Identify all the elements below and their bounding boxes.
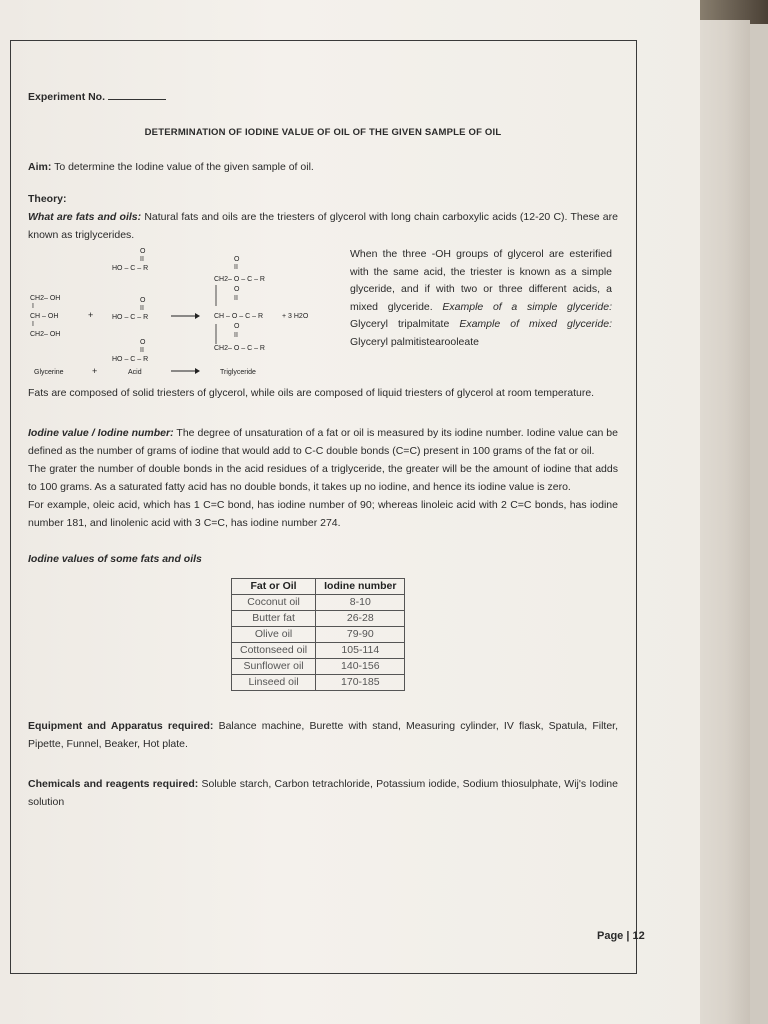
aim-section xyxy=(28,158,618,176)
mixed-glyceride-label: Example of mixed glyceride: xyxy=(459,318,612,330)
acid-label: Acid xyxy=(128,369,142,376)
svg-text:O: O xyxy=(140,339,146,346)
svg-text:O: O xyxy=(234,323,240,330)
svg-text:+: + xyxy=(92,366,98,376)
svg-text:O: O xyxy=(234,286,240,293)
table-row: Cottonseed oil 105-114 xyxy=(232,643,405,659)
triglyceride-reaction-diagram xyxy=(28,244,348,384)
column-header-iodine-number: Iodine number xyxy=(316,579,405,595)
fats-oils-state-paragraph: Fats are composed of solid triesters of glycerol, while oils are composed of liquid triesters of glycerol at room temperature. xyxy=(28,387,595,399)
water-byproduct: + 3 H2O xyxy=(282,313,309,320)
experiment-number: Experiment No. xyxy=(28,88,618,106)
column-header-fat-or-oil: Fat or Oil xyxy=(232,579,316,595)
glyceride-explanation: When the three -OH groups of glycerol are esterified with the same acid, the triester is known as a simple glyceride, and if with two or three different acids, a mixed glyceride. Example of a simple glyceride: Glyceryl tripalmitate Example of mixed glyceride: Glyceryl palmitistearooleate xyxy=(350,248,612,348)
table-row: Butter fat 26-28 xyxy=(232,611,405,627)
svg-text:HO – C – R: HO – C – R xyxy=(112,356,149,363)
chemicals-text: Soluble starch, Carbon tetrachloride, Potassium iodide, Sodium thiosulphate, Wij's Iodine solution xyxy=(28,778,618,808)
svg-text:CH2– OH: CH2– OH xyxy=(30,295,61,302)
aim-label: Aim: xyxy=(28,161,52,173)
svg-text:O: O xyxy=(140,297,146,304)
table-row: Linseed oil 170-185 xyxy=(232,675,405,691)
equipment-text: Balance machine, Burette with stand, Measuring cylinder, IV flask, Spatula, Filter, Pipette, Funnel, Beaker, Hot plate. xyxy=(28,720,618,750)
fats-label: What are fats and oils: xyxy=(28,211,142,223)
fats-paragraph xyxy=(28,208,618,244)
reaction-block xyxy=(28,244,618,384)
svg-text:HO – C – R: HO – C – R xyxy=(112,265,149,272)
iodine-value-paragraph: Iodine value / Iodine number: The degree of unsaturation of a fat or oil is measured by its iodine number. Iodine value can be defined as the number of grams of iodine that would add to C-C double bonds (C=C) present in 100 grams of the fat or oil. xyxy=(28,427,618,457)
equipment-section xyxy=(28,717,618,753)
table-row: Sunflower oil 140-156 xyxy=(232,659,405,675)
svg-text:CH – OH: CH – OH xyxy=(30,313,59,320)
aim-text: To determine the Iodine value of the given sample of oil. xyxy=(51,161,314,173)
svg-text:O: O xyxy=(140,248,146,255)
triglyceride-label: Triglyceride xyxy=(220,369,256,376)
svg-text:HO – C – R: HO – C – R xyxy=(112,314,149,321)
iodine-value-paragraph-3: For example, oleic acid, which has 1 C=C bond, has iodine number of 90; whereas linoleic acid with 2 C=C bonds, has iodine number 181, and linolenic acid with 3 C=C, has iodine number 274. xyxy=(28,499,618,529)
fats-text: Natural fats and oils are the triesters of glycerol with long chain carboxylic acids (12-20 C). These are known as triglycerides. xyxy=(28,211,618,241)
chemicals-label: Chemicals and reagents required: xyxy=(28,778,199,790)
svg-text:CH2– O – C – R: CH2– O – C – R xyxy=(214,276,265,283)
iodine-values-table xyxy=(231,578,405,691)
table-row: Olive oil 79-90 xyxy=(232,627,405,643)
chemicals-section xyxy=(28,775,618,811)
experiment-number-blank xyxy=(108,99,166,100)
page-number: Page | 12 xyxy=(597,930,645,942)
svg-text:CH2– O – C – R: CH2– O – C – R xyxy=(214,345,265,352)
mixed-glyceride-value: Glyceryl palmitistearooleate xyxy=(350,335,479,348)
svg-text:II: II xyxy=(234,332,238,339)
simple-glyceride-value: Glyceryl tripalmitate xyxy=(350,318,450,330)
table-heading: Iodine values of some fats and oils xyxy=(28,553,202,565)
svg-text:II: II xyxy=(140,305,144,312)
iodine-value-label: Iodine value / Iodine number: xyxy=(28,427,174,439)
reaction-plus: + xyxy=(88,310,94,320)
theory-heading: Theory: xyxy=(28,193,67,205)
svg-text:I: I xyxy=(32,303,34,310)
svg-text:II: II xyxy=(140,256,144,263)
document-title: DETERMINATION OF IODINE VALUE OF OIL OF THE GIVEN SAMPLE OF OIL xyxy=(144,127,502,138)
table-row: Coconut oil 8-10 xyxy=(232,595,405,611)
svg-text:I: I xyxy=(32,321,34,328)
svg-text:CH2– OH: CH2– OH xyxy=(30,331,61,338)
svg-text:O: O xyxy=(234,256,240,263)
equipment-label: Equipment and Apparatus required: xyxy=(28,720,214,732)
iodine-value-paragraph-2: The grater the number of double bonds in the acid residues of a triglyceride, the greater will be the amount of iodine that adds to 100 grams. As a saturated fatty acid has no double bonds, it takes up no iodine, and hence its iodine value is zero. xyxy=(28,463,618,493)
page-content xyxy=(28,88,618,811)
svg-text:II: II xyxy=(234,264,238,271)
svg-text:CH – O – C – R: CH – O – C – R xyxy=(214,313,264,320)
simple-glyceride-label: Example of a simple glyceride: xyxy=(442,300,612,313)
svg-text:II: II xyxy=(234,295,238,302)
table-header-row xyxy=(232,579,405,595)
svg-text:II: II xyxy=(140,347,144,354)
glycerine-label: Glycerine xyxy=(34,369,64,376)
